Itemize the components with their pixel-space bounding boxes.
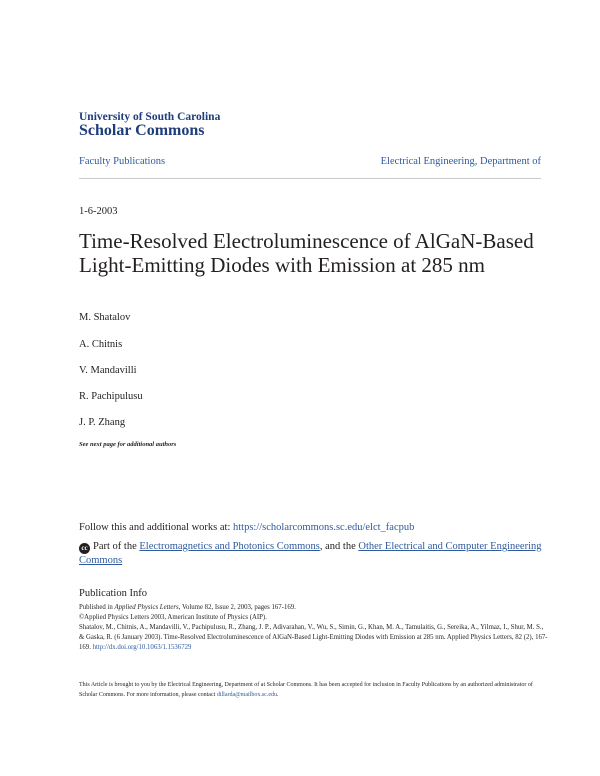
author: M. Shatalov bbox=[79, 312, 131, 323]
author: R. Pachipulusu bbox=[79, 391, 143, 402]
contact-email-link[interactable]: dillarda@mailbox.sc.edu bbox=[216, 692, 277, 698]
partof-middle: , and the bbox=[319, 541, 359, 552]
department-link[interactable]: Electrical Engineering, Department of bbox=[380, 156, 541, 167]
published-in-suffix: , Volume 82, Issue 2, 2003, pages 167-169. bbox=[178, 604, 296, 611]
footer-note bbox=[79, 680, 549, 700]
author: A. Chitnis bbox=[79, 339, 123, 350]
other-ece-commons-link[interactable]: Other Electrical and Computer Engineering Commons bbox=[79, 541, 542, 566]
follow-line bbox=[79, 522, 414, 533]
citation bbox=[79, 623, 549, 653]
part-of-line bbox=[79, 540, 549, 568]
footer-end: . bbox=[277, 692, 279, 698]
publication-date: 1-6-2003 bbox=[79, 206, 118, 217]
institution-name: University of South Carolina bbox=[79, 111, 221, 123]
faculty-publications-link[interactable]: Faculty Publications bbox=[79, 156, 166, 167]
footer-text: This Article is brought to you by the Electrical Engineering, Department of at Scholar Commons. It has been accepted for inclusion in Faculty Publications by an authorized administrator of Scholar Commons. For more information, please contact bbox=[79, 682, 533, 698]
follow-prefix: Follow this and additional works at: bbox=[79, 522, 233, 533]
author: J. P. Zhang bbox=[79, 417, 126, 428]
repository-name: Scholar Commons bbox=[79, 122, 205, 139]
commons-network-icon: cc bbox=[79, 543, 90, 554]
divider bbox=[79, 178, 541, 179]
copyright-line: ©Applied Physics Letters 2003, American Institute of Physics (AIP). bbox=[79, 614, 267, 621]
publication-info-heading: Publication Info bbox=[79, 588, 147, 599]
electromagnetics-commons-link[interactable]: Electromagnetics and Photonics Commons bbox=[139, 541, 320, 552]
collection-nav bbox=[79, 156, 541, 170]
paper-title: Time-Resolved Electroluminescence of AlGaN-Based Light-Emitting Diodes with Emission at 285 nm bbox=[79, 229, 534, 277]
citation-text: Shatalov, M., Chitnis, A., Mandavilli, V., Pachipulusu, R., Zhang, J. P., Adivarahan, V., Wu, S., Simin, G., Khan, M. A., Tamulaitis, G., Sereika, A., Yilmaz, I., Shur, M. S., & Gaska, R. (6 January 2003). Time-Resolved Electroluminescence of AlGaN-Based Light-Emitting Diodes with Emission at 285 nm. Applied Physics Letters, 82 (2), 167-169. bbox=[79, 624, 548, 651]
author: V. Mandavilli bbox=[79, 365, 137, 376]
journal-name: Applied Physics Letters bbox=[114, 604, 179, 611]
collection-url-link[interactable]: https://scholarcommons.sc.edu/elct_facpub bbox=[233, 522, 415, 533]
see-next-page-note: See next page for additional authors bbox=[79, 441, 177, 448]
partof-prefix: Part of the bbox=[93, 541, 140, 552]
publication-info bbox=[79, 603, 549, 653]
published-in-line bbox=[79, 603, 549, 613]
doi-link[interactable]: http://dx.doi.org/10.1063/1.1536729 bbox=[92, 644, 192, 651]
published-in-prefix: Published in bbox=[79, 604, 115, 611]
